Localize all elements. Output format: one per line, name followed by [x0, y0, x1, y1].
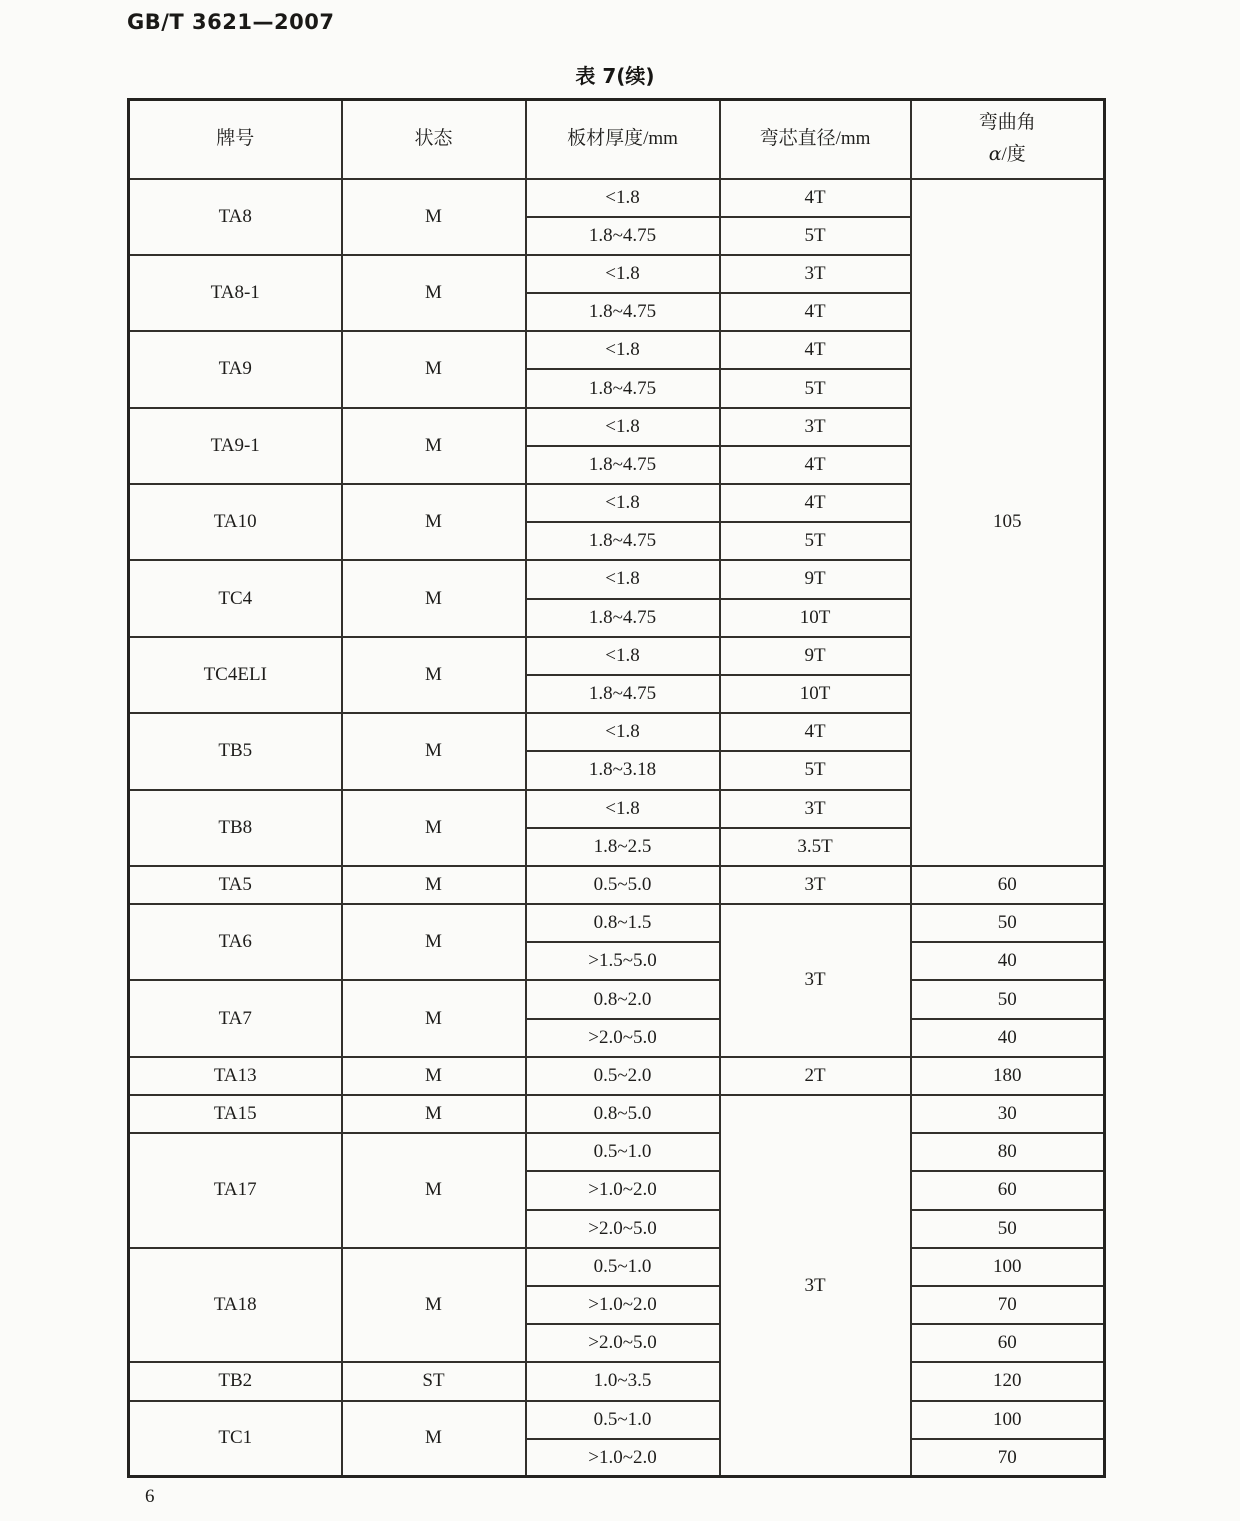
angle-cell: 120: [911, 1362, 1105, 1400]
page-number: 6: [145, 1486, 155, 1507]
grade-cell: TC4ELI: [129, 637, 342, 713]
angle-cell: 60: [911, 1171, 1105, 1209]
grade-cell: TB2: [129, 1362, 342, 1400]
col-header-state: 状态: [342, 100, 526, 179]
state-cell: M: [342, 866, 526, 904]
core-diameter-cell: 9T: [720, 637, 911, 675]
angle-cell: 60: [911, 1324, 1105, 1362]
thickness-cell: >1.5~5.0: [526, 942, 720, 980]
table-caption: 表 7(续): [575, 64, 655, 88]
angle-cell: 100: [911, 1401, 1105, 1439]
table-row: [129, 1248, 1105, 1286]
thickness-cell: 0.5~1.0: [526, 1133, 720, 1171]
angle-cell-merged: 105: [911, 179, 1105, 866]
grade-cell: TA15: [129, 1095, 342, 1133]
table-row: [129, 1401, 1105, 1439]
thickness-cell: >2.0~5.0: [526, 1324, 720, 1362]
thickness-cell: 1.8~4.75: [526, 599, 720, 637]
thickness-cell: >1.0~2.0: [526, 1286, 720, 1324]
angle-cell: 50: [911, 1210, 1105, 1248]
grade-cell: TA10: [129, 484, 342, 560]
grade-cell: TA8-1: [129, 255, 342, 331]
grade-cell: TA6: [129, 904, 342, 980]
core-diameter-cell: 3T: [720, 408, 911, 446]
state-cell: M: [342, 1248, 526, 1363]
thickness-cell: 0.5~2.0: [526, 1057, 720, 1095]
core-diameter-cell: 5T: [720, 217, 911, 255]
thickness-cell: 1.8~4.75: [526, 446, 720, 484]
table-row: [129, 1133, 1105, 1171]
core-diameter-cell: 4T: [720, 179, 911, 217]
angle-cell: 70: [911, 1286, 1105, 1324]
angle-cell: 80: [911, 1133, 1105, 1171]
table-row: [129, 866, 1105, 904]
thickness-cell: >2.0~5.0: [526, 1210, 720, 1248]
state-cell: M: [342, 179, 526, 255]
state-cell: M: [342, 904, 526, 980]
col-header-core-diameter: 弯芯直径/mm: [720, 100, 911, 179]
state-cell: M: [342, 560, 526, 636]
thickness-cell: 1.8~4.75: [526, 369, 720, 407]
core-diameter-cell: 3T: [720, 790, 911, 828]
core-diameter-cell: 4T: [720, 484, 911, 522]
grade-cell: TC4: [129, 560, 342, 636]
thickness-cell: <1.8: [526, 637, 720, 675]
table-row: [129, 904, 1105, 942]
bend-angle-unit: α/度: [988, 142, 1026, 165]
grade-cell: TA13: [129, 1057, 342, 1095]
core-diameter-cell: 5T: [720, 751, 911, 789]
angle-cell: 100: [911, 1248, 1105, 1286]
core-diameter-cell: 9T: [720, 560, 911, 598]
thickness-cell: <1.8: [526, 179, 720, 217]
state-cell: M: [342, 331, 526, 407]
thickness-cell: <1.8: [526, 255, 720, 293]
table-row: [129, 1362, 1105, 1400]
core-diameter-cell: 10T: [720, 675, 911, 713]
state-cell: M: [342, 1057, 526, 1095]
thickness-cell: 0.5~1.0: [526, 1401, 720, 1439]
thickness-cell: 0.5~1.0: [526, 1248, 720, 1286]
col-header-thickness: 板材厚度/mm: [526, 100, 720, 179]
thickness-cell: >1.0~2.0: [526, 1439, 720, 1477]
thickness-cell: 0.8~5.0: [526, 1095, 720, 1133]
table-row: [129, 1095, 1105, 1133]
grade-cell: TA7: [129, 980, 342, 1056]
core-diameter-cell: 10T: [720, 599, 911, 637]
state-cell: M: [342, 1095, 526, 1133]
core-diameter-cell-merged: 3T: [720, 1095, 911, 1477]
table-header-row: [129, 100, 1105, 179]
thickness-cell: 1.8~3.18: [526, 751, 720, 789]
state-cell: M: [342, 790, 526, 866]
core-diameter-cell: 2T: [720, 1057, 911, 1095]
table-row: [129, 980, 1105, 1018]
grade-cell: TA9-1: [129, 408, 342, 484]
thickness-cell: 1.8~4.75: [526, 217, 720, 255]
state-cell: M: [342, 1401, 526, 1477]
grade-cell: TB8: [129, 790, 342, 866]
core-diameter-cell: 3T: [720, 866, 911, 904]
angle-cell: 40: [911, 942, 1105, 980]
thickness-cell: <1.8: [526, 408, 720, 446]
grade-cell: TA18: [129, 1248, 342, 1363]
state-cell: M: [342, 408, 526, 484]
core-diameter-cell: 4T: [720, 293, 911, 331]
thickness-cell: 0.8~2.0: [526, 980, 720, 1018]
col-header-grade: 牌号: [129, 100, 342, 179]
core-diameter-cell: 5T: [720, 522, 911, 560]
angle-cell: 50: [911, 904, 1105, 942]
core-diameter-cell: 4T: [720, 713, 911, 751]
thickness-cell: <1.8: [526, 484, 720, 522]
angle-cell: 180: [911, 1057, 1105, 1095]
grade-cell: TC1: [129, 1401, 342, 1477]
thickness-cell: <1.8: [526, 713, 720, 751]
grade-cell: TA8: [129, 179, 342, 255]
angle-cell: 60: [911, 866, 1105, 904]
table-row: [129, 179, 1105, 217]
core-diameter-cell: 3.5T: [720, 828, 911, 866]
angle-cell: 30: [911, 1095, 1105, 1133]
thickness-cell: 1.8~4.75: [526, 675, 720, 713]
thickness-cell: 1.8~2.5: [526, 828, 720, 866]
thickness-cell: 1.8~4.75: [526, 522, 720, 560]
core-diameter-cell: 4T: [720, 331, 911, 369]
grade-cell: TA17: [129, 1133, 342, 1248]
state-cell: M: [342, 980, 526, 1056]
thickness-cell: 1.0~3.5: [526, 1362, 720, 1400]
alpha-symbol: α: [988, 142, 1002, 165]
bend-angle-label: 弯曲角: [978, 112, 1036, 134]
state-cell: M: [342, 484, 526, 560]
grade-cell: TB5: [129, 713, 342, 789]
angle-cell: 50: [911, 980, 1105, 1018]
thickness-cell: 0.5~5.0: [526, 866, 720, 904]
core-diameter-cell-merged: 3T: [720, 904, 911, 1057]
state-cell: M: [342, 1133, 526, 1248]
thickness-cell: <1.8: [526, 560, 720, 598]
grade-cell: TA9: [129, 331, 342, 407]
table-row: [129, 1057, 1105, 1095]
bend-test-table: [127, 98, 1106, 1478]
angle-cell: 70: [911, 1439, 1105, 1477]
col-header-bend-angle: [911, 100, 1105, 179]
thickness-cell: <1.8: [526, 790, 720, 828]
core-diameter-cell: 3T: [720, 255, 911, 293]
grade-cell: TA5: [129, 866, 342, 904]
state-cell: M: [342, 255, 526, 331]
state-cell: M: [342, 637, 526, 713]
angle-cell: 40: [911, 1019, 1105, 1057]
core-diameter-cell: 5T: [720, 369, 911, 407]
thickness-cell: >2.0~5.0: [526, 1019, 720, 1057]
standard-number: GB/T 3621—2007: [127, 10, 335, 34]
thickness-cell: <1.8: [526, 331, 720, 369]
state-cell: M: [342, 713, 526, 789]
core-diameter-cell: 4T: [720, 446, 911, 484]
thickness-cell: 1.8~4.75: [526, 293, 720, 331]
thickness-cell: >1.0~2.0: [526, 1171, 720, 1209]
thickness-cell: 0.8~1.5: [526, 904, 720, 942]
state-cell: ST: [342, 1362, 526, 1400]
